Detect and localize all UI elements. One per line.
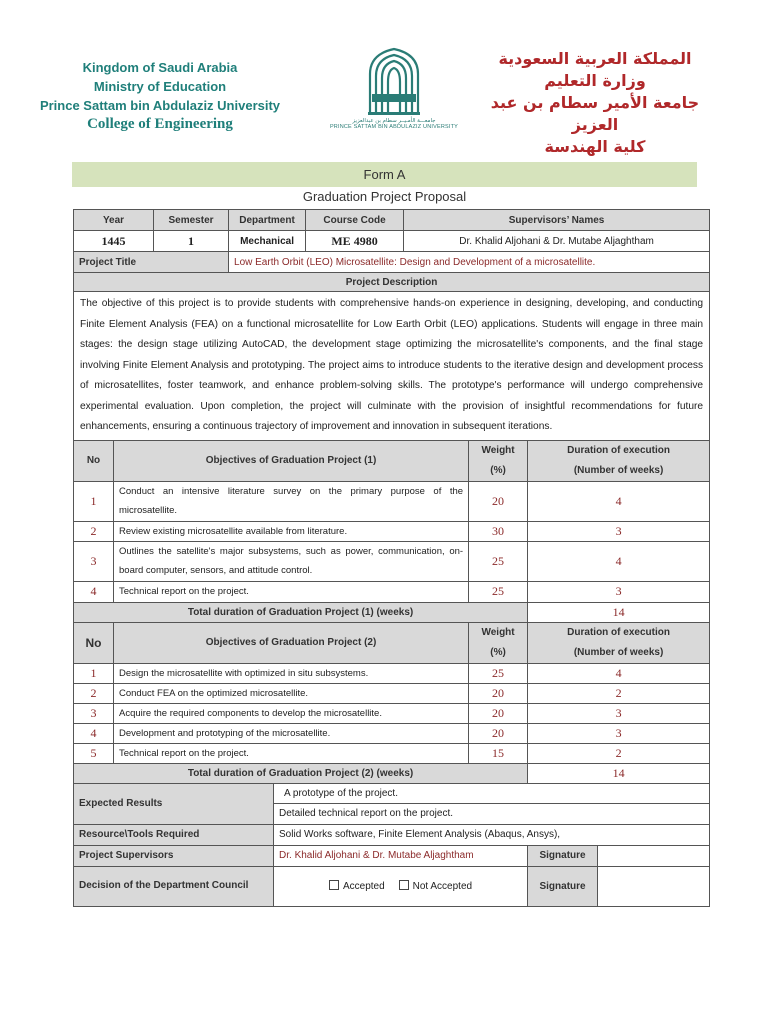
gp2-duration-label: Duration of execution	[567, 626, 670, 638]
gp2-row-no: 4	[74, 723, 114, 743]
accepted-label: Accepted	[342, 881, 385, 892]
year-value: 1445	[74, 231, 154, 252]
gp2-weight-label: Weight	[481, 626, 515, 638]
project-supervisors-value: Dr. Khalid Aljohani & Dr. Mutabe Aljaghtham	[274, 845, 528, 866]
project-description-label: Project Description	[74, 273, 710, 292]
gp1-weight-unit: (%)	[490, 464, 506, 476]
gp2-row-weight: 20	[469, 723, 528, 743]
gp1-row-weight: 20	[469, 481, 528, 521]
decision-label: Decision of the Department Council	[74, 866, 274, 906]
gp1-duration-unit: (Number of weeks)	[573, 464, 664, 476]
gp2-row-no: 2	[74, 683, 114, 703]
gp2-row-objective: Technical report on the project.	[114, 743, 469, 763]
semester-header: Semester	[154, 210, 229, 231]
gp1-row-no: 4	[74, 581, 114, 602]
gp1-row-no: 3	[74, 541, 114, 581]
gp2-row-objective: Acquire the required components to develop the microsatellite.	[114, 703, 469, 723]
gp2-row-objective: Development and prototyping of the microsatellite.	[114, 723, 469, 743]
header-arabic	[480, 48, 710, 158]
expected-result-item: Detailed technical report on the project.	[274, 803, 710, 824]
gp2-no-header: No	[74, 622, 114, 663]
gp1-row-no: 1	[74, 481, 114, 521]
gp2-row-weight: 20	[469, 683, 528, 703]
gp2-row-weight: 20	[469, 703, 528, 723]
gp2-row-weeks: 2	[528, 743, 710, 763]
course-code-value: ME 4980	[306, 231, 404, 252]
supervisors-header: Supervisors’ Names	[404, 210, 710, 231]
gp2-row-no: 3	[74, 703, 114, 723]
gp1-row-objective: Review existing microsatellite available from literature.	[114, 521, 469, 541]
gp2-row-weeks: 4	[528, 663, 710, 683]
not-accepted-checkbox[interactable]	[399, 881, 472, 892]
gp2-row-weight: 15	[469, 743, 528, 763]
gp1-row-weight: 30	[469, 521, 528, 541]
gp2-row-weeks: 3	[528, 723, 710, 743]
university-name: Prince Sattam bin Abdulaziz University	[39, 98, 281, 113]
checkbox-icon	[399, 880, 409, 890]
department-value: Mechanical	[229, 231, 306, 252]
gp1-no-header: No	[74, 440, 114, 481]
gp1-row-weeks: 3	[528, 521, 710, 541]
university-logo	[318, 46, 470, 146]
gp1-duration-header	[528, 440, 710, 481]
logo-caption-arabic: جامعـــة الأمـيــر سطام بن عبدالعزيز	[352, 118, 436, 124]
logo-arch-icon	[364, 46, 424, 118]
gp1-row-objective: Technical report on the project.	[114, 581, 469, 602]
gp1-row-weeks: 4	[528, 481, 710, 521]
course-code-header: Course Code	[306, 210, 404, 231]
ministry-name: Ministry of Education	[93, 79, 227, 94]
resources-value: Solid Works software, Finite Element Analysis (Abaqus, Ansys),	[274, 824, 710, 845]
project-description-text: The objective of this project is to provide students with comprehensive hands-on experience in designing, developing, and conducting Finite Element Analysis (FEA) on a functional microsatellite for Low Earth Orbit (LEO) applications. Students will engage in three main stages: the design stage utilizing AutoCAD, the development stage optimizing the microsatellite's components, and the final stage involving Finite Element Analysis and prototyping. The project aims to introduce students to the iterative design and development process of microsatellites, foster teamwork, and enhance problem-solving skills. The prototype's performance will undergo comprehensive experimental evaluation. Upon completion, the project will culminate with the provision of insightful recommendations for future enhancements, ensuring a continuous trajectory of improvement and innovation in subsequent iterations.	[74, 292, 710, 441]
gp2-row-weeks: 2	[528, 683, 710, 703]
gp1-total-label: Total duration of Graduation Project (1) (weeks)	[74, 602, 528, 622]
gp1-row-no: 2	[74, 521, 114, 541]
college-name: College of Engineering	[87, 116, 233, 132]
gp2-objectives-header: Objectives of Graduation Project (2)	[114, 622, 469, 663]
gp1-total-value: 14	[528, 602, 710, 622]
project-title-label: Project Title	[74, 252, 229, 273]
logo-caption-english: PRINCE SATTAM BIN ABDULAZIZ UNIVERSITY	[329, 124, 459, 130]
country-name-ar: المملكة العربية السعودية	[498, 49, 692, 68]
gp2-row-weeks: 3	[528, 703, 710, 723]
project-title-value: Low Earth Orbit (LEO) Microsatellite: Design and Development of a microsatellite.	[229, 252, 710, 273]
gp1-weight-header	[469, 440, 528, 481]
supervisors-signature-label: Signature	[528, 845, 598, 866]
gp1-objectives-header: Objectives of Graduation Project (1)	[114, 440, 469, 481]
gp2-total-label: Total duration of Graduation Project (2) (weeks)	[74, 763, 528, 783]
decision-signature-label: Signature	[528, 866, 598, 906]
department-header: Department	[229, 210, 306, 231]
expected-result-item: A prototype of the project.	[274, 783, 710, 803]
accepted-checkbox[interactable]	[329, 881, 385, 892]
gp2-duration-header	[528, 622, 710, 663]
ministry-name-ar: وزارة التعليم	[544, 71, 646, 90]
year-header: Year	[74, 210, 154, 231]
project-supervisors-label: Project Supervisors	[74, 845, 274, 866]
gp1-duration-label: Duration of execution	[567, 444, 670, 456]
decision-signature-field[interactable]	[598, 866, 710, 906]
gp1-row-weeks: 4	[528, 541, 710, 581]
semester-value: 1	[154, 231, 229, 252]
gp2-total-value: 14	[528, 763, 710, 783]
gp1-row-objective: Outlines the satellite's major subsystems, such as power, communication, on-board computer, sensors, and attitude control.	[114, 541, 469, 581]
gp2-row-weight: 25	[469, 663, 528, 683]
gp1-weight-label: Weight	[481, 444, 515, 456]
gp2-row-no: 1	[74, 663, 114, 683]
supervisors-signature-field[interactable]	[598, 845, 710, 866]
header-english	[30, 58, 290, 134]
form-title: Form A	[72, 162, 697, 187]
gp1-row-weeks: 3	[528, 581, 710, 602]
gp2-weight-unit: (%)	[490, 646, 506, 658]
gp2-duration-unit: (Number of weeks)	[573, 646, 664, 658]
university-name-ar: جامعة الأمير سطام بن عبد العزيز	[490, 93, 700, 134]
proposal-table	[73, 209, 710, 907]
gp1-row-objective: Conduct an intensive literature survey on the primary purpose of the microsatellite.	[114, 481, 469, 521]
supervisors-value: Dr. Khalid Aljohani & Dr. Mutabe Aljaghtham	[404, 231, 710, 252]
resources-label: Resource\Tools Required	[74, 824, 274, 845]
form-subtitle: Graduation Project Proposal	[302, 189, 467, 204]
gp1-row-weight: 25	[469, 581, 528, 602]
college-name-ar: كلية الهندسة	[544, 137, 646, 156]
gp2-row-objective: Conduct FEA on the optimized microsatellite.	[114, 683, 469, 703]
decision-options	[274, 866, 528, 906]
country-name: Kingdom of Saudi Arabia	[82, 60, 238, 75]
gp1-row-weight: 25	[469, 541, 528, 581]
expected-results-label: Expected Results	[74, 783, 274, 824]
gp2-row-objective: Design the microsatellite with optimized in situ subsystems.	[114, 663, 469, 683]
checkbox-icon	[329, 880, 339, 890]
not-accepted-label: Not Accepted	[412, 881, 473, 892]
gp2-row-no: 5	[74, 743, 114, 763]
gp2-weight-header	[469, 622, 528, 663]
